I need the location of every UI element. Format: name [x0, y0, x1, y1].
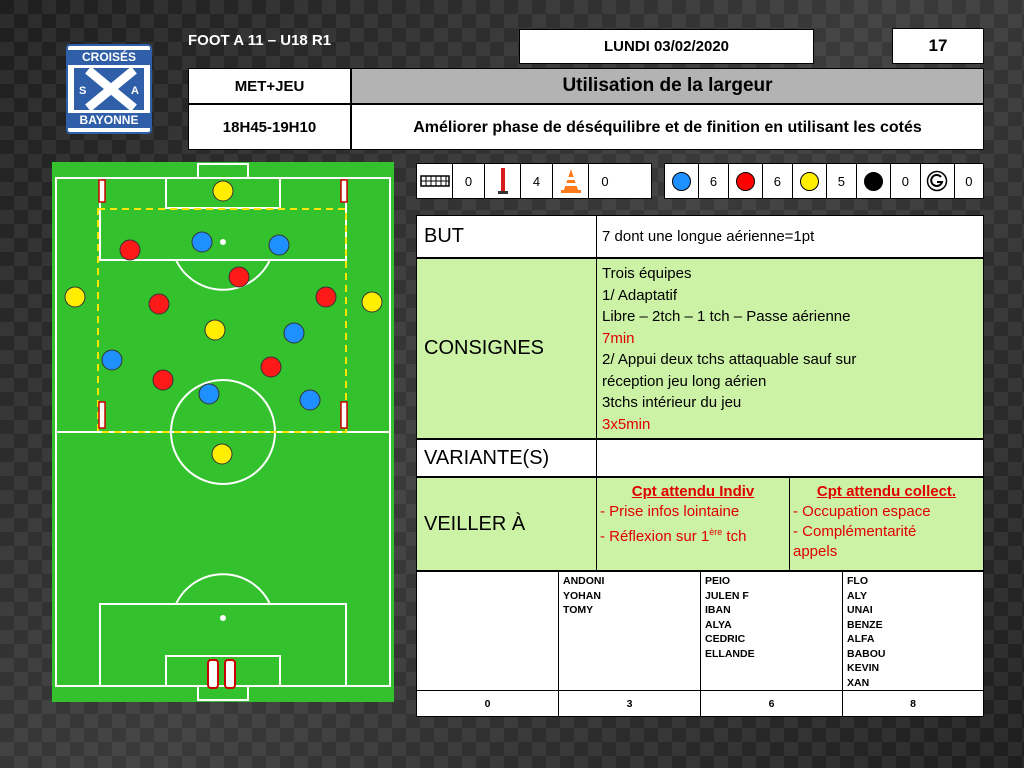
consigne-line: 1/ Adaptatif: [602, 286, 678, 304]
blue-bib-icon: [665, 164, 699, 198]
players-count: 6: [701, 691, 843, 716]
player-name: IBAN: [705, 604, 731, 616]
yellow-count: 5: [827, 164, 857, 198]
consigne-line: Trois équipes: [602, 265, 692, 282]
ladder-count: 0: [453, 164, 485, 198]
players-count: 0: [417, 691, 559, 716]
black-bib-icon: [857, 164, 891, 198]
logo-top-text: CROISÉS: [68, 50, 150, 65]
consigne-line: 3tchs intérieur du jeu: [602, 394, 742, 411]
row-consignes: [416, 258, 984, 439]
but-label: BUT: [417, 216, 597, 257]
row-veiller: [416, 477, 984, 571]
player-name: FLO: [847, 575, 868, 587]
but-text: 7 dont une longue aérienne=1pt: [602, 227, 815, 245]
goalkeeper-icon: [921, 164, 955, 198]
player-name: UNAI: [847, 604, 873, 616]
session-time: 18H45-19H10: [188, 104, 351, 150]
collect-item: - Complémentarité: [793, 523, 917, 540]
player-name: ANDONI: [563, 575, 605, 587]
player-name: YOHAN: [563, 589, 601, 602]
collect-block: [790, 478, 983, 570]
players-col-2: [559, 572, 701, 692]
collect-heading: Cpt attendu collect.: [816, 483, 957, 500]
yellow-bib-icon: [793, 164, 827, 198]
blue-count: 6: [699, 164, 729, 198]
cone-icon: [553, 164, 589, 198]
player-name: ALFA: [847, 633, 875, 645]
cone-count: 0: [601, 173, 609, 189]
pole-count: 4: [521, 164, 553, 198]
equipment-bar-material: [416, 163, 652, 199]
logo-letter-left: S: [79, 85, 87, 97]
consignes-text: [597, 259, 983, 438]
player-name: BABOU: [847, 647, 886, 660]
indiv-item: - Réflexion sur 1ère tch: [600, 527, 747, 545]
red-bib-icon: [729, 164, 763, 198]
players-count: 8: [910, 697, 916, 710]
consigne-line: Libre – 2tch – 1 tch – Passe aérienne: [602, 308, 851, 325]
football-pitch-diagram: [52, 162, 394, 702]
logo-shield: [74, 68, 144, 110]
session-theme: Utilisation de la largeur: [351, 68, 984, 104]
player-name: CEDRIC: [705, 633, 746, 645]
consigne-duration: 3x5min: [602, 415, 651, 433]
session-objective: Améliorer phase de déséquilibre et de finition en utilisant les cotés: [351, 104, 984, 150]
session-type: MET+JEU: [188, 68, 351, 104]
ladder-icon: [417, 164, 453, 198]
row-but: [416, 215, 984, 258]
black-count: 0: [891, 164, 921, 198]
player-name: BENZE: [847, 618, 883, 631]
logo-bottom-text: BAYONNE: [68, 113, 150, 128]
consignes-label: CONSIGNES: [417, 259, 597, 438]
indiv-block: [597, 478, 790, 570]
players-col-4: [843, 572, 983, 692]
row-variantes: [416, 439, 984, 477]
player-name: ELLANDE: [705, 647, 755, 660]
collect-item: - Occupation espace: [793, 503, 931, 520]
player-name: TOMY: [563, 604, 594, 616]
logo-letter-right: A: [131, 85, 139, 97]
variantes-text: [597, 440, 983, 476]
consigne-line: réception jeu long aérien: [602, 372, 767, 390]
players-count-row: [416, 691, 984, 717]
consigne-duration: 7min: [602, 329, 635, 347]
consigne-line: 2/ Appui deux tchs attaquable sauf sur: [602, 351, 857, 368]
player-name: ALY: [847, 589, 868, 602]
players-grid: [416, 571, 984, 691]
player-name: XAN: [847, 676, 870, 689]
date-box: LUNDI 03/02/2020: [519, 29, 814, 64]
goalkeeper-count: 0: [965, 173, 973, 189]
players-col-3: [701, 572, 843, 692]
indiv-item: - Prise infos lointaine: [600, 503, 740, 520]
indiv-heading: Cpt attendu Indiv: [631, 483, 755, 500]
players-col-1: [417, 572, 559, 692]
session-number: 17: [892, 28, 984, 64]
players-count: 3: [559, 691, 701, 716]
red-count: 6: [763, 164, 793, 198]
equipment-bar-players: [664, 163, 984, 199]
club-logo: [66, 44, 152, 134]
pole-icon: [485, 164, 521, 198]
collect-item: appels: [793, 543, 838, 560]
variantes-label: VARIANTE(S): [417, 440, 597, 476]
veiller-label: VEILLER À: [417, 478, 597, 570]
category-title: FOOT A 11 – U18 R1: [188, 32, 332, 49]
player-name: JULEN F: [705, 589, 749, 602]
player-name: ALYA: [705, 618, 732, 631]
player-name: PEIO: [705, 575, 731, 587]
player-name: KEVIN: [847, 662, 880, 674]
